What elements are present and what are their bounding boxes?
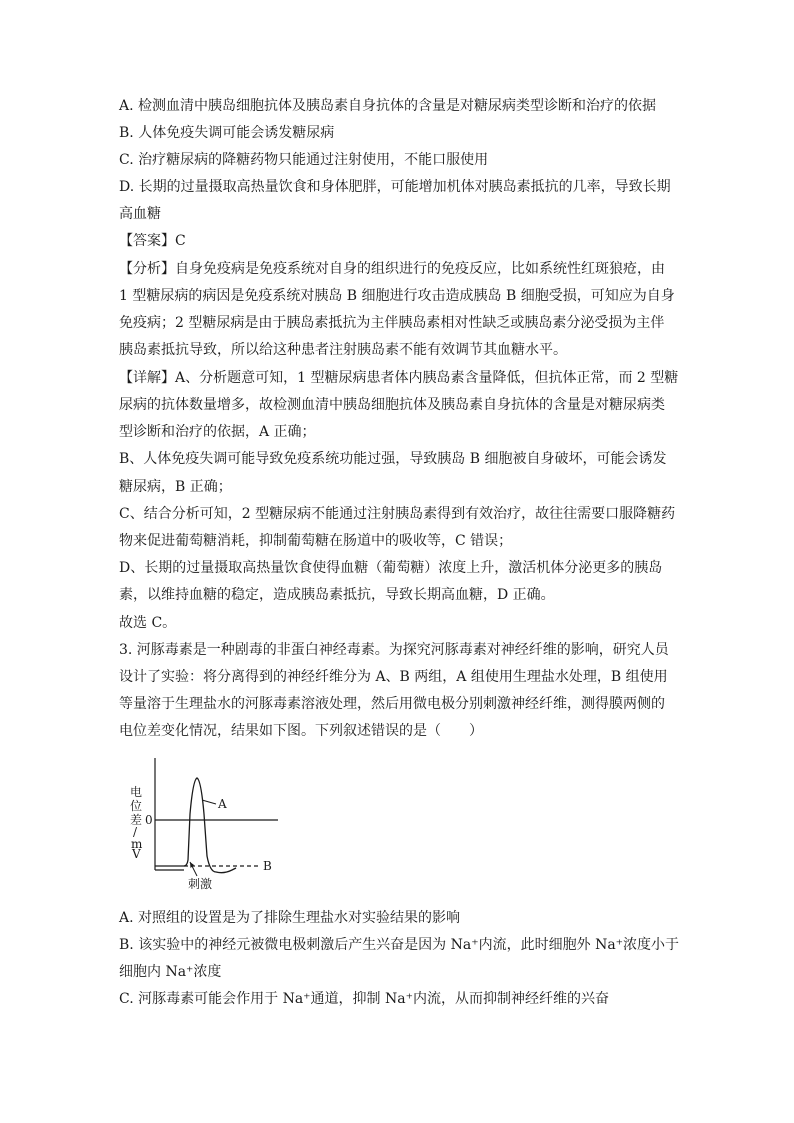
analysis-line-1: 【分析】自身免疫病是免疫系统对自身的组织进行的免疫反应，比如系统性红斑狼疮，由	[119, 261, 665, 277]
analysis-line-4: 胰岛素抵抗导致，所以给这种患者注射胰岛素不能有效调节其血糖水平。	[119, 342, 567, 358]
curve-a	[155, 778, 236, 873]
question-3-line-4: 电位差变化情况，结果如下图。下列叙述错误的是（ ）	[119, 723, 483, 739]
ylabel-char: V	[132, 847, 141, 861]
analysis-line-3: 免疫病；2 型糖尿病是由于胰岛素抵抗为主伴胰岛素相对性缺乏或胰岛素分泌受损为主伴	[119, 315, 665, 331]
option-c: C. 治疗糖尿病的降糖药物只能通过注射使用，不能口服使用	[119, 152, 489, 168]
ylabel-char: m	[131, 837, 143, 851]
conclusion-line: 故选 C。	[119, 615, 177, 631]
answer-line: 【答案】C	[119, 233, 186, 249]
option-after-b: B. 该实验中的神经元被微电极刺激后产生兴奋是因为 Na⁺内流，此时细胞外 Na⁺浓度小于	[119, 937, 680, 953]
detail-line-6: C、结合分析可知，2 型糖尿病不能通过注射胰岛素得到有效治疗，故往往需要口服降糖药	[119, 506, 676, 522]
label-a-leader	[202, 800, 216, 804]
membrane-potential-figure	[124, 752, 284, 898]
analysis-line-2: 1 型糖尿病的病因是免疫系统对胰岛 B 细胞进行攻击造成胰岛 B 细胞受损，可知应为自身	[119, 288, 675, 304]
label-b: B	[263, 859, 272, 873]
ylabel-char: 差	[130, 813, 143, 827]
question-3-line-2: 设计了实验：将分离得到的神经纤维分为 A、B 两组，A 组使用生理盐水处理，B 组使用	[119, 669, 668, 685]
stimulus-label: 刺激	[188, 877, 213, 891]
ylabel-char: 电	[130, 785, 143, 799]
option-b: B. 人体免疫失调可能会诱发糖尿病	[119, 125, 335, 141]
detail-line-5: 糖尿病，B 正确；	[119, 479, 232, 495]
detail-line-3: 型诊断和治疗的依据，A 正确；	[119, 424, 316, 440]
zero-tick-label: 0	[145, 813, 153, 827]
detail-line-2: 尿病的抗体数量增多，故检测血清中胰岛细胞抗体及胰岛素自身抗体的含量是对糖尿病类	[119, 397, 665, 413]
potential-chart	[124, 752, 284, 898]
option-d-cont: 高血糖	[119, 206, 161, 222]
question-3-line-1: 3. 河豚毒素是一种剧毒的非蛋白神经毒素。为探究河豚毒素对神经纤维的影响，研究人员	[119, 642, 669, 658]
detail-line-8: D、长期的过量摄取高热量饮食使得血糖（葡萄糖）浓度上升，激活机体分泌更多的胰岛	[119, 560, 663, 576]
option-after-b-cont: 细胞内 Na⁺浓度	[119, 964, 222, 980]
detail-line-4: B、人体免疫失调可能导致免疫系统功能过强，导致胰岛 B 细胞被自身破坏，可能会诱发	[119, 451, 667, 467]
detail-line-9: 素，以维持血糖的稳定，造成胰岛素抵抗，导致长期高血糖，D 正确。	[119, 587, 555, 603]
label-a: A	[218, 797, 227, 811]
detail-line-1: 【详解】A、分析题意可知，1 型糖尿病患者体内胰岛素含量降低，但抗体正常，而 2 型糖	[119, 370, 679, 386]
option-d: D. 长期的过量摄取高热量饮食和身体肥胖，可能增加机体对胰岛素抵抗的几率，导致长期	[119, 179, 671, 195]
question-3-line-3: 等量溶于生理盐水的河豚毒素溶液处理，然后用微电极分别刺激神经纤维，测得膜两侧的	[119, 696, 665, 712]
option-a: A. 检测血清中胰岛细胞抗体及胰岛素自身抗体的含量是对糖尿病类型诊断和治疗的依据	[119, 98, 657, 114]
option-after-c: C. 河豚毒素可能会作用于 Na⁺通道，抑制 Na⁺内流，从而抑制神经纤维的兴奋	[119, 991, 609, 1007]
ylabel-char: /	[133, 825, 138, 839]
ylabel-char: 位	[130, 799, 143, 813]
detail-line-7: 物来促进葡萄糖消耗，抑制葡萄糖在肠道中的吸收等，C 错误；	[119, 533, 513, 549]
option-after-a: A. 对照组的设置是为了排除生理盐水对实验结果的影响	[119, 910, 461, 926]
